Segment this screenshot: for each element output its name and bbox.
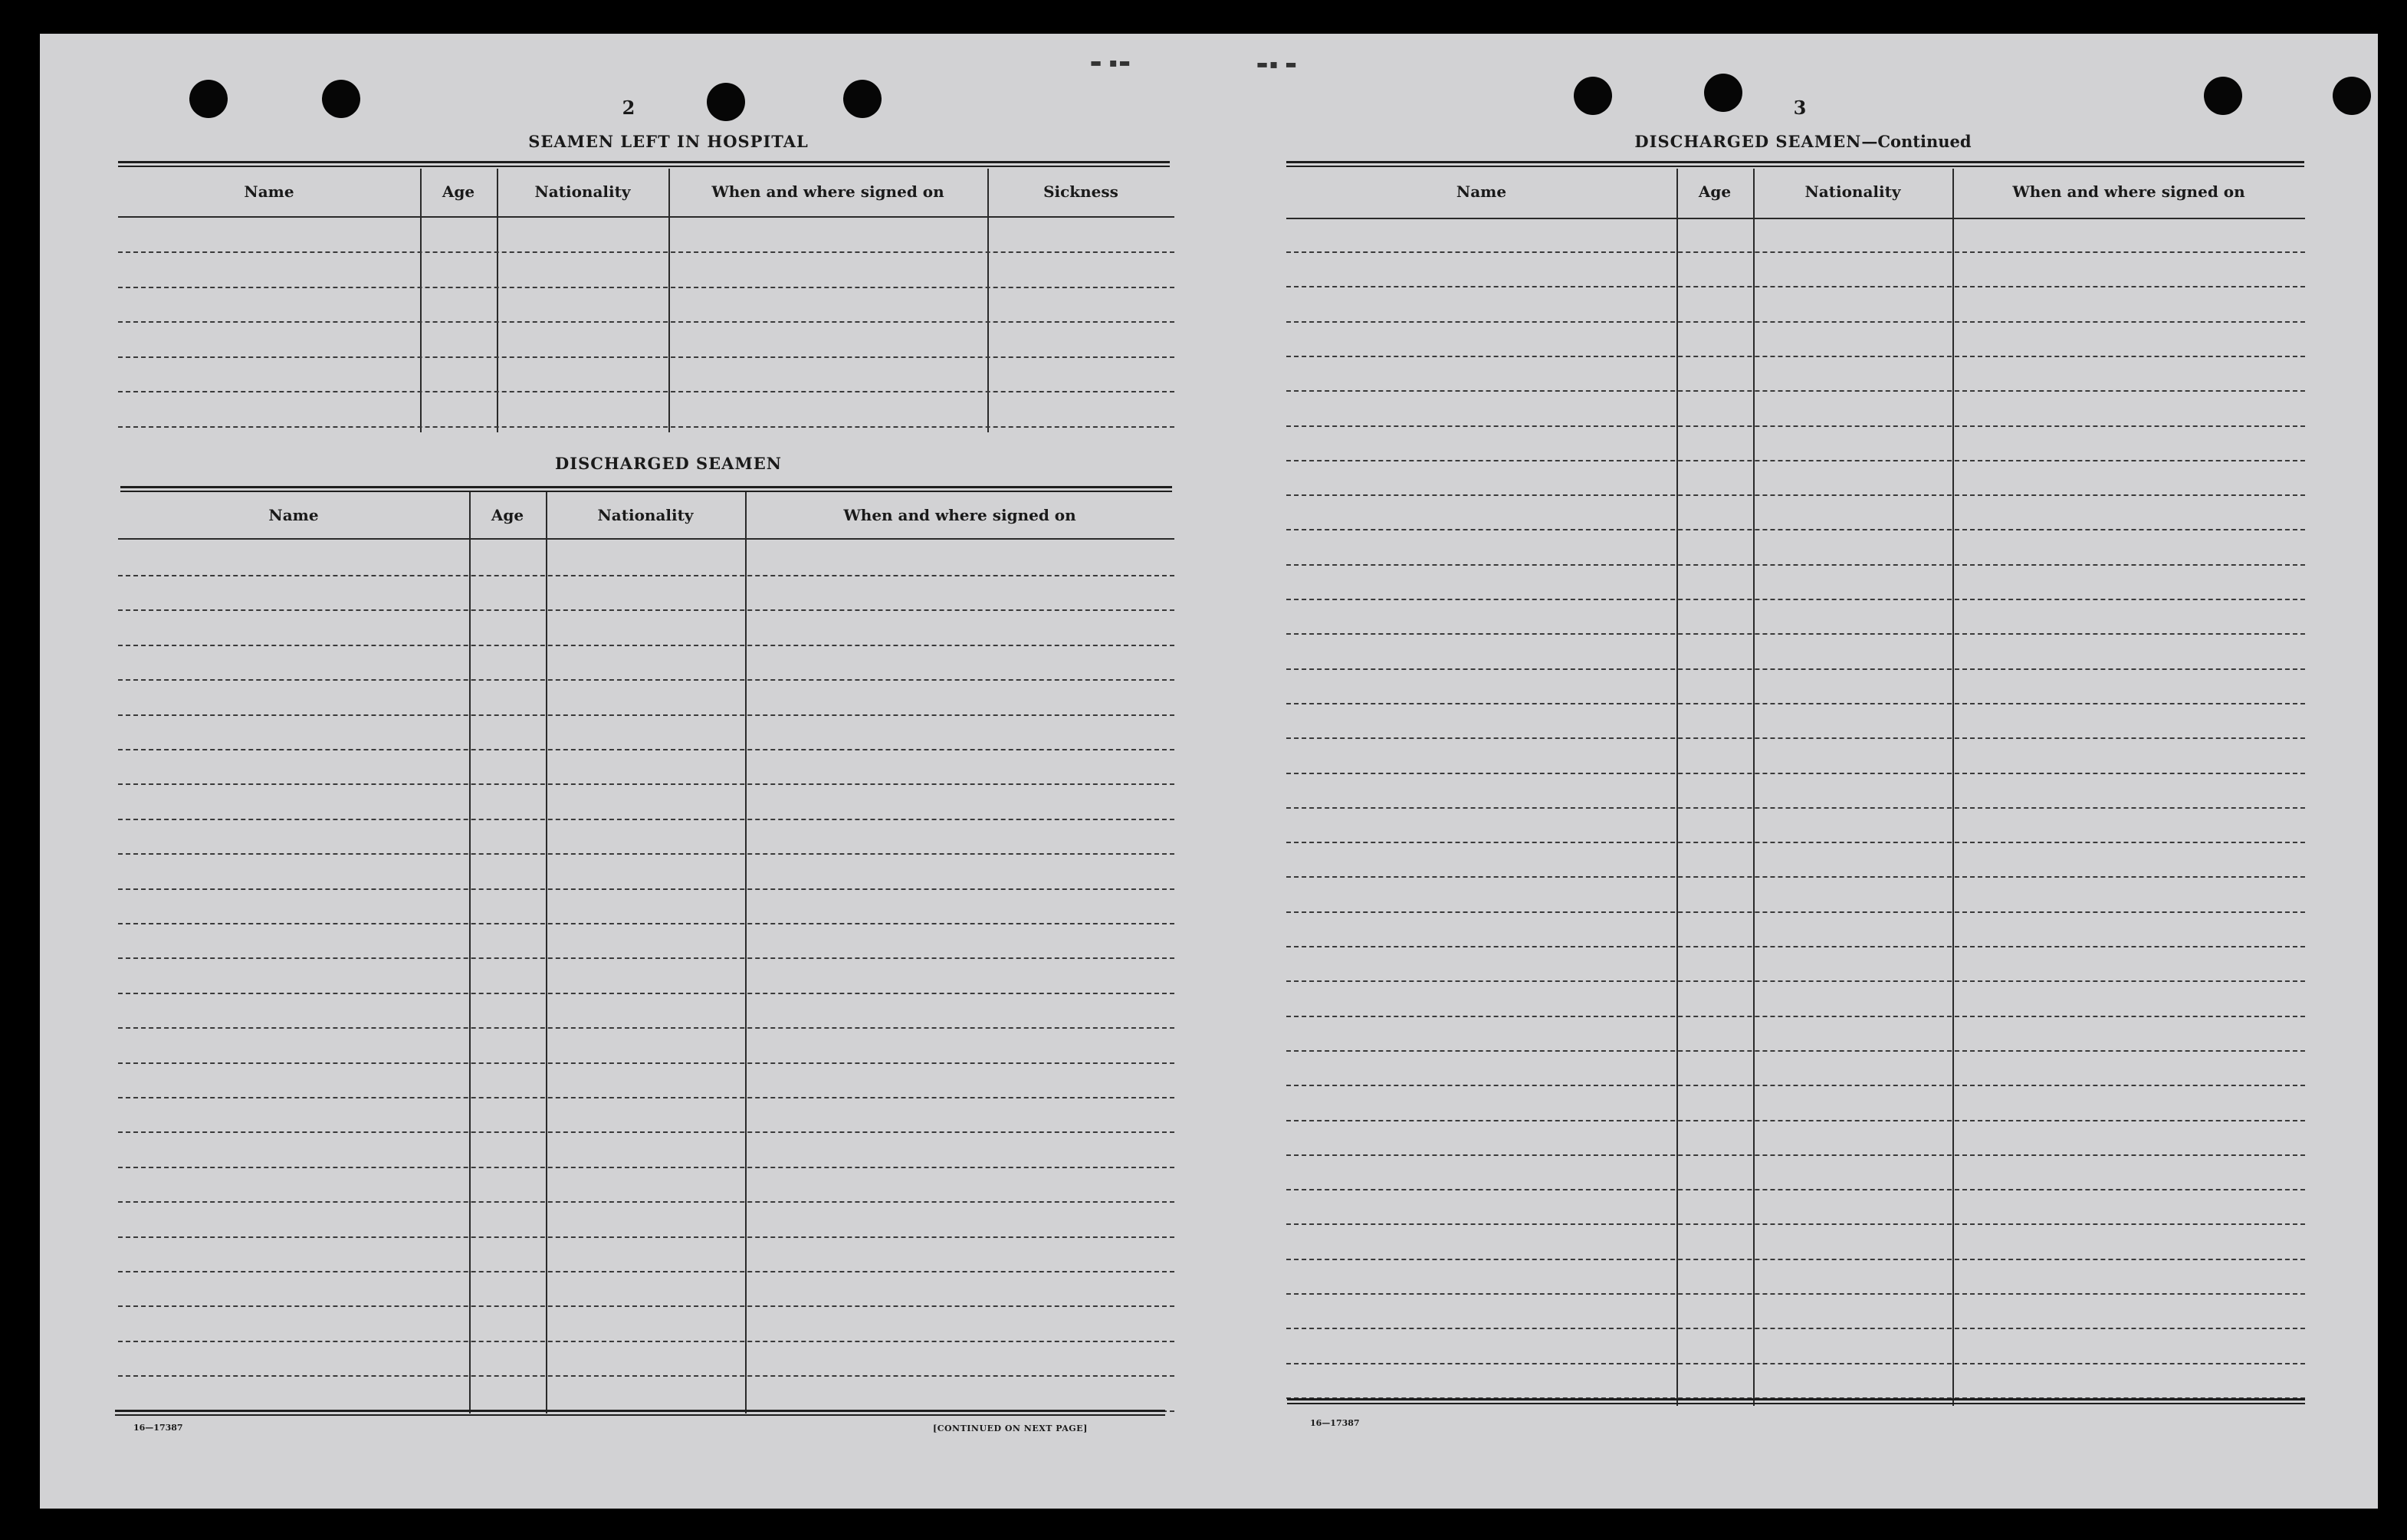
- table-row[interactable]: [1286, 876, 2305, 878]
- table-row[interactable]: [118, 575, 1174, 576]
- table-row[interactable]: [118, 645, 1174, 646]
- punch-hole: [2204, 77, 2242, 115]
- hospital-section-title: SEAMEN LEFT IN HOSPITAL: [528, 132, 809, 151]
- table-row[interactable]: [118, 426, 1174, 428]
- column-divider: [1753, 169, 1755, 1406]
- column-divider: [668, 169, 670, 432]
- punch-hole: [1574, 77, 1612, 115]
- table-row[interactable]: [118, 321, 1174, 323]
- ink-smudge: ▬▪ ▬: [1256, 57, 1299, 71]
- column-header-when-and-where-signed-on: When and where signed on: [843, 506, 1076, 524]
- table-row[interactable]: [118, 1271, 1174, 1272]
- column-header-nationality: Nationality: [1804, 182, 1901, 201]
- title-suffix: —Continued: [1861, 132, 1972, 151]
- hospital-top-rule: [118, 161, 1170, 167]
- column-divider: [420, 169, 422, 432]
- discharged-top-rule: [120, 486, 1172, 492]
- table-row[interactable]: [1286, 1223, 2305, 1225]
- punch-hole: [2333, 77, 2371, 115]
- table-row[interactable]: [1286, 773, 2305, 774]
- table-row[interactable]: [1286, 737, 2305, 739]
- ink-smudge: ▬ ▪▬: [1090, 55, 1132, 70]
- table-row[interactable]: [118, 1375, 1174, 1377]
- table-row[interactable]: [118, 749, 1174, 750]
- table-row[interactable]: [118, 1201, 1174, 1203]
- discharged-section-title: DISCHARGED SEAMEN: [555, 454, 782, 473]
- punch-hole: [322, 80, 360, 118]
- discharged-top-rule: [1286, 161, 2304, 167]
- column-header-when-and-where-signed-on: When and where signed on: [2012, 182, 2245, 201]
- table-row[interactable]: [1286, 1328, 2305, 1329]
- table-row[interactable]: [118, 923, 1174, 924]
- table-row[interactable]: [118, 819, 1174, 820]
- table-row[interactable]: [118, 1341, 1174, 1342]
- table-row[interactable]: [1286, 1050, 2305, 1052]
- table-row[interactable]: [1286, 633, 2305, 635]
- table-row[interactable]: [1286, 390, 2305, 392]
- punch-hole: [1704, 74, 1742, 112]
- table-row[interactable]: [118, 1027, 1174, 1029]
- table-row[interactable]: [118, 251, 1174, 253]
- table-row[interactable]: [118, 287, 1174, 288]
- column-header-nationality: Nationality: [597, 506, 694, 524]
- table-row[interactable]: [118, 1305, 1174, 1307]
- table-row[interactable]: [1286, 356, 2305, 357]
- table-row[interactable]: [1286, 703, 2305, 704]
- table-row[interactable]: [1286, 1154, 2305, 1156]
- column-divider: [745, 492, 747, 1414]
- page-number: 2: [622, 97, 635, 119]
- table-row[interactable]: [1286, 1016, 2305, 1017]
- bottom-rule: [1287, 1398, 2305, 1404]
- right-page: [1209, 34, 2378, 1509]
- form-number: 16—17387: [133, 1423, 183, 1433]
- bottom-rule: [115, 1410, 1165, 1416]
- table-row[interactable]: [118, 609, 1174, 611]
- table-row[interactable]: [118, 356, 1174, 358]
- column-header-name: Name: [268, 506, 319, 524]
- table-row[interactable]: [118, 714, 1174, 716]
- table-row[interactable]: [1286, 911, 2305, 913]
- table-row[interactable]: [118, 853, 1174, 855]
- column-header-name: Name: [244, 182, 294, 201]
- table-row[interactable]: [1286, 1293, 2305, 1295]
- table-row[interactable]: [1286, 425, 2305, 427]
- table-row[interactable]: [1286, 251, 2305, 253]
- table-row[interactable]: [1286, 1085, 2305, 1086]
- page-number: 3: [1793, 97, 1807, 119]
- table-row[interactable]: [118, 1097, 1174, 1098]
- table-row[interactable]: [1286, 494, 2305, 496]
- table-row[interactable]: [118, 1167, 1174, 1168]
- column-divider: [1676, 169, 1678, 1406]
- table-row[interactable]: [118, 391, 1174, 392]
- document-sheet: [40, 34, 2378, 1509]
- punch-hole: [707, 83, 745, 121]
- table-row[interactable]: [118, 1062, 1174, 1064]
- table-row[interactable]: [1286, 842, 2305, 843]
- column-header-age: Age: [1698, 182, 1732, 201]
- table-row[interactable]: [118, 1131, 1174, 1133]
- column-divider: [987, 169, 989, 432]
- table-row[interactable]: [1286, 599, 2305, 600]
- column-header-name: Name: [1456, 182, 1507, 201]
- header-underline: [118, 216, 1174, 218]
- continued-note: [CONTINUED ON NEXT PAGE]: [933, 1423, 1088, 1433]
- table-row[interactable]: [118, 1236, 1174, 1238]
- header-underline: [118, 538, 1174, 540]
- column-divider: [546, 492, 547, 1414]
- header-underline: [1286, 218, 2305, 219]
- column-header-nationality: Nationality: [534, 182, 631, 201]
- table-row[interactable]: [1286, 980, 2305, 982]
- column-header-when-and-where-signed-on: When and where signed on: [711, 182, 944, 201]
- table-row[interactable]: [1286, 1259, 2305, 1260]
- table-row[interactable]: [118, 993, 1174, 994]
- table-row[interactable]: [118, 783, 1174, 785]
- table-row[interactable]: [1286, 1120, 2305, 1121]
- table-row[interactable]: [1286, 321, 2305, 323]
- discharged-continued-title: [1592, 132, 2014, 151]
- table-row[interactable]: [1286, 564, 2305, 566]
- table-row[interactable]: [1286, 460, 2305, 461]
- column-divider: [497, 169, 498, 432]
- punch-hole: [189, 80, 228, 118]
- column-header-sickness: Sickness: [1043, 182, 1118, 201]
- table-row[interactable]: [1286, 946, 2305, 947]
- table-row[interactable]: [1286, 1363, 2305, 1364]
- table-row[interactable]: [118, 957, 1174, 959]
- table-row[interactable]: [118, 888, 1174, 890]
- table-row[interactable]: [1286, 286, 2305, 287]
- table-row[interactable]: [1286, 529, 2305, 530]
- column-header-age: Age: [491, 506, 524, 524]
- left-page: [40, 34, 1209, 1509]
- column-divider: [469, 492, 471, 1414]
- column-header-age: Age: [442, 182, 475, 201]
- table-row[interactable]: [1286, 668, 2305, 670]
- table-row[interactable]: [1286, 1189, 2305, 1190]
- punch-hole: [843, 80, 882, 118]
- table-row[interactable]: [1286, 807, 2305, 809]
- form-number: 16—17387: [1310, 1418, 1360, 1428]
- column-divider: [1952, 169, 1954, 1406]
- title-text: DISCHARGED SEAMEN: [1634, 132, 1862, 151]
- table-row[interactable]: [118, 679, 1174, 681]
